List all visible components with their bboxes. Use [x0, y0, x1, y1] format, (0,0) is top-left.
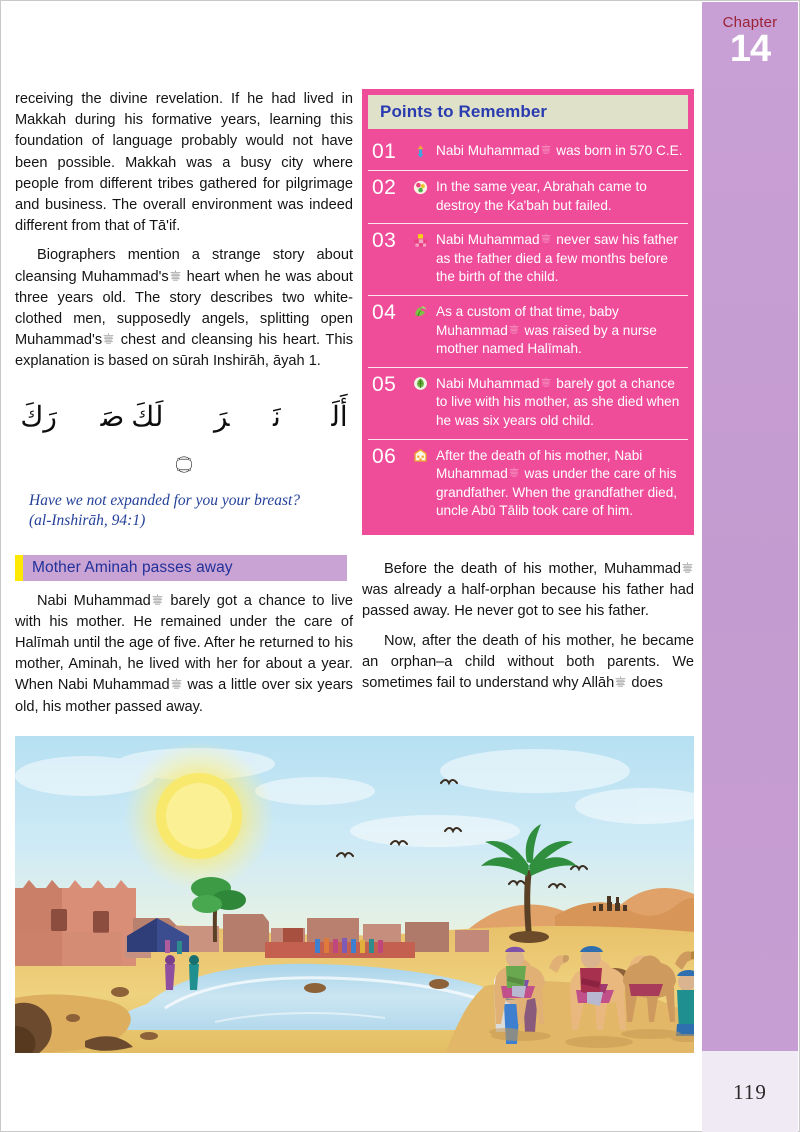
points-to-remember-title: Points to Remember: [380, 102, 548, 121]
list-item: [368, 171, 688, 224]
sallallahu-alayhi-wasallam-icon: [615, 676, 626, 688]
ayah-translation: [29, 491, 353, 531]
point-number: 01: [372, 140, 397, 163]
point-number: 06: [372, 444, 397, 468]
sallallahu-alayhi-wasallam-icon: [171, 678, 182, 690]
point-text-part: Nabi Muhammad: [436, 375, 540, 391]
paragraph-text-part: was a little over six years old, his mother passed away.: [15, 677, 353, 715]
paragraph-text-part: does: [627, 674, 663, 691]
point-text: In the same year, Abrahah came to destroy the Ka'bah but failed.: [436, 179, 647, 213]
left-text-column: [15, 89, 353, 718]
quran-ayah-arabic: أَلَمۡ نَشۡرَحۡ لَكَ صَدۡرَكَ ۝: [20, 401, 348, 475]
desert-oasis-village-caravan-illustration: [15, 736, 694, 1053]
sallallahu-alayhi-wasallam-icon: [170, 270, 181, 282]
paragraph-half-orphan: [362, 559, 694, 623]
point-number: 02: [372, 176, 397, 199]
point-text: [432, 303, 686, 359]
paragraph-text-part: Now, after the death of his mother, he became an orphan–a child without both parents. We sometimes fail to understand why Allāh: [362, 632, 694, 691]
sallallahu-alayhi-wasallam-icon: [509, 324, 520, 336]
sallallahu-alayhi-wasallam-icon: [682, 562, 693, 574]
sallallahu-alayhi-wasallam-icon: [541, 144, 552, 156]
point-text-part: Nabi Muhammad: [436, 232, 540, 248]
point-text: [432, 142, 686, 161]
paragraph-text-part: barely got a chance to live with his mother. He remained under the care of Halīmah until the age of five. After he returned to his mother, Aminah, he lived with her for about a year. When Nabi Muhammad: [15, 592, 353, 694]
ayah-translation-line: Have we not expanded for you your breast?: [29, 491, 301, 509]
list-item: [368, 440, 688, 529]
point-text-part: never saw his father as the father died a few months before the birth of the child.: [436, 232, 678, 285]
sallallahu-alayhi-wasallam-icon: [152, 594, 163, 606]
paragraph-text-part: heart when he was about three years old. The story describes two white-clothed men, supposedly angels, splitting open Muhammad's: [15, 268, 353, 349]
point-number: 03: [372, 229, 397, 253]
list-item: [368, 368, 688, 440]
points-to-remember-header: [368, 95, 688, 129]
chapter-number: 14: [729, 28, 771, 70]
green-circle-leaf-icon: [408, 375, 432, 393]
arrow-updown-icon: [408, 142, 432, 160]
paragraph-text-part: Nabi Muhammad: [37, 592, 151, 609]
color-palette-icon: [408, 178, 432, 196]
paragraph-text-part: was already a half-orphan because his father had passed away. He never got to see his father.: [362, 582, 694, 620]
building-blocks-icon: [408, 231, 432, 249]
point-text-part: barely got a chance to live with his mother, as she died when he was six years old child.: [436, 375, 680, 428]
section-accent-bar: [15, 555, 23, 581]
right-column: [362, 89, 694, 694]
list-item: [368, 224, 688, 296]
section-heading: [15, 555, 347, 581]
chapter-rail-band: [702, 2, 798, 1051]
point-text: [432, 375, 686, 431]
green-leaf-icon: [408, 303, 432, 321]
sallallahu-alayhi-wasallam-icon: [541, 377, 552, 389]
list-item: [368, 296, 688, 368]
point-number: 04: [372, 300, 397, 324]
point-text: [432, 231, 686, 287]
point-text-part: was raised by a nurse mother named Halīmah.: [436, 322, 657, 357]
point-text: [432, 447, 686, 521]
paragraph-mother-aminah: [15, 591, 353, 718]
points-to-remember-box: [362, 89, 694, 535]
point-text-part: was under the care of his grandfather. When the grandfather died, uncle Abū Tālib took care of him.: [436, 466, 678, 519]
page-number: 119: [733, 1080, 767, 1104]
paragraph-cleansing-heart: [15, 245, 353, 372]
chapter-label: Chapter: [722, 14, 778, 31]
point-text-part: After the death of his mother, Nabi Muhammad: [436, 447, 643, 482]
orange-house-icon: [408, 447, 432, 465]
paragraph-continuation: receiving the divine revelation. If he had lived in Makkah during his formative years, learning this foundation of language probably would not have been possible. Makkah was a busy city where people from different tribes gathered for pilgrimage and business. The overall environment was indeed different from that of Tā'if.: [15, 91, 353, 235]
list-item: [368, 135, 688, 171]
point-text-part: was born in 570 C.E.: [552, 143, 683, 158]
sallallahu-alayhi-wasallam-icon: [541, 233, 552, 245]
paragraph-text-part: Biographers mention a strange story about cleansing Muhammad's: [15, 247, 353, 285]
sallallahu-alayhi-wasallam-icon: [509, 467, 520, 479]
paragraph-text-part: Before the death of his mother, Muhammad: [384, 560, 681, 577]
points-list: [368, 135, 688, 529]
section-heading-label: Mother Aminah passes away: [32, 558, 233, 576]
point-text-part: Nabi Muhammad: [436, 143, 540, 158]
ayah-reference: (al-Inshirāh, 94:1): [29, 511, 146, 529]
point-text-part: As a custom of that time, baby Muhammad: [436, 303, 619, 338]
chapter-rail: [702, 2, 798, 1051]
sallallahu-alayhi-wasallam-icon: [103, 333, 114, 345]
paragraph-orphan: [362, 631, 694, 695]
paragraph-text-part: chest and cleansing his heart. This explanation is based on sūrah Inshirāh, āyah 1.: [15, 332, 353, 370]
point-number: 05: [372, 372, 397, 396]
